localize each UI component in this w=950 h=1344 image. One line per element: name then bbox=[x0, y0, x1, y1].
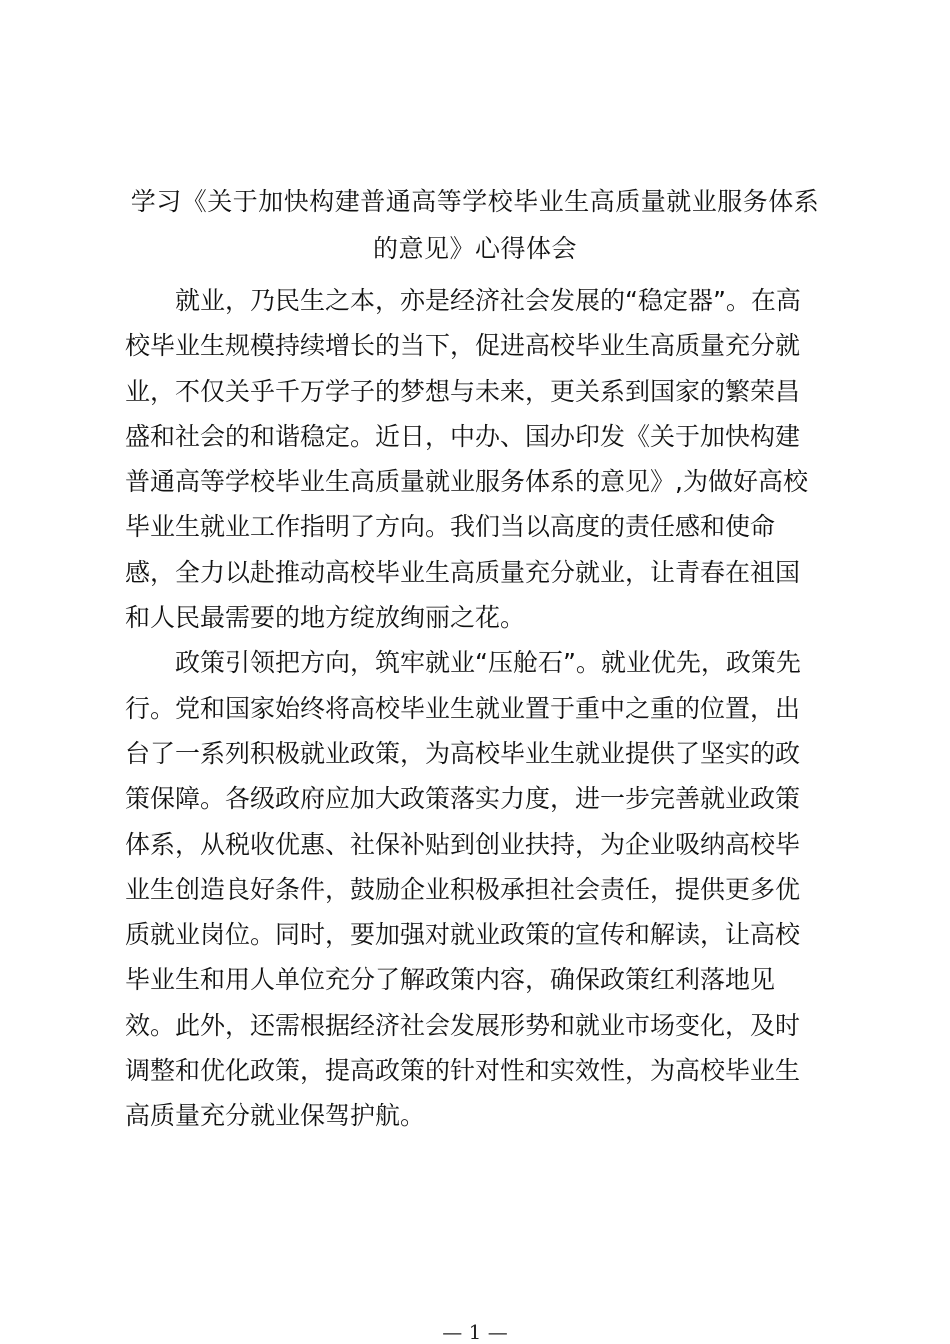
text-line: 台了一系列积极就业政策，为高校毕业生就业提供了坚实的政 bbox=[125, 738, 801, 768]
text-line: 业，不仅关乎千万学子的梦想与未来，更关系到国家的繁荣昌 bbox=[125, 376, 801, 406]
text-line: 高质量充分就业保驾护航。 bbox=[125, 1101, 426, 1131]
text-line: 感，全力以赴推动高校毕业生高质量充分就业，让青春在祖国 bbox=[125, 557, 801, 587]
paragraph-2 bbox=[125, 640, 825, 1138]
document-title bbox=[118, 178, 832, 272]
page-number: — 1 — bbox=[442, 1320, 508, 1344]
text-line: 行。党和国家始终将高校毕业生就业置于重中之重的位置，出 bbox=[125, 693, 801, 723]
text-line: 政策引领把方向，筑牢就业“压舱石”。就业优先，政策先 bbox=[125, 648, 801, 678]
text-line: 质就业岗位。同时，要加强对就业政策的宣传和解读，让高校 bbox=[125, 920, 801, 950]
title-line: 的意见》心得体会 bbox=[372, 234, 577, 263]
text-line: 体系，从税收优惠、社保补贴到创业扶持，为企业吸纳高校毕 bbox=[125, 829, 801, 859]
text-line: 就业，乃民生之本，亦是经济社会发展的“稳定器”。在高 bbox=[125, 286, 801, 315]
paragraph-1 bbox=[125, 278, 825, 640]
text-line: 业生创造良好条件，鼓励企业积极承担社会责任，提供更多优 bbox=[125, 874, 801, 904]
text-line: 和人民最需要的地方绽放绚丽之花。 bbox=[125, 603, 526, 633]
text-line: 调整和优化政策，提高政策的针对性和实效性，为高校毕业生 bbox=[125, 1056, 801, 1086]
text-line: 策保障。各级政府应加大政策落实力度，进一步完善就业政策 bbox=[125, 784, 801, 814]
document-body bbox=[125, 278, 825, 1139]
text-line: 盛和社会的和谐稳定。近日，中办、国办印发《关于加快构建 bbox=[125, 421, 801, 451]
text-line: 效。此外，还需根据经济社会发展形势和就业市场变化，及时 bbox=[125, 1010, 801, 1040]
title-line: 学习《关于加快构建普通高等学校毕业生高质量就业服务体系 bbox=[130, 187, 820, 216]
text-line: 校毕业生规模持续增长的当下，促进高校毕业生高质量充分就 bbox=[125, 331, 801, 361]
text-line: 毕业生就业工作指明了方向。我们当以高度的责任感和使命 bbox=[125, 512, 776, 542]
text-line: 普通高等学校毕业生高质量就业服务体系的意见》,为做好高校 bbox=[125, 467, 808, 497]
text-line: 毕业生和用人单位充分了解政策内容，确保政策红利落地见 bbox=[125, 965, 776, 995]
